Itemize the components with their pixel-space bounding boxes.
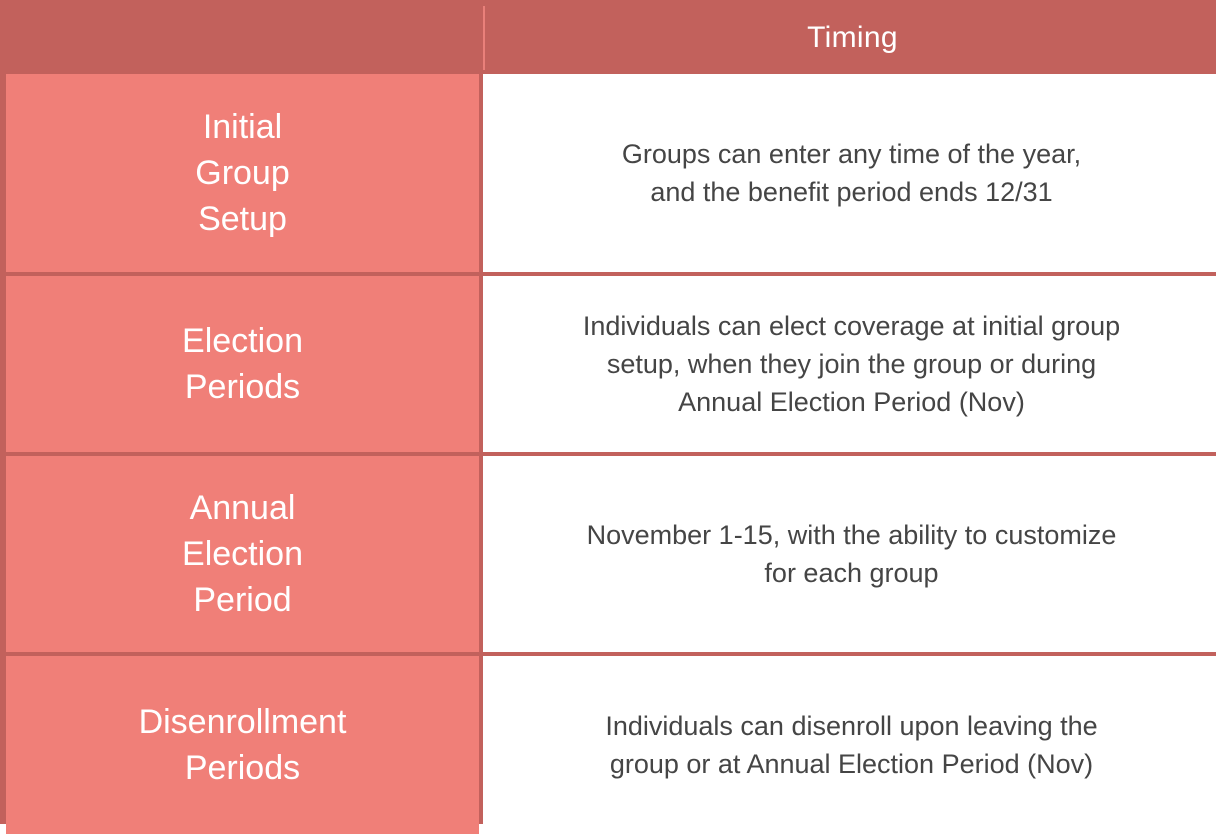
- row-label-text: Disenrollment Periods: [138, 703, 347, 787]
- row-value-text: November 1-15, with the ability to customize for each group: [586, 520, 1117, 588]
- row-value-text: Groups can enter any time of the year, and the benefit period ends 12/31: [621, 139, 1082, 207]
- row-value-text: Individuals can elect coverage at initial group setup, when they join the group or during Annual Election Period (Nov): [582, 311, 1121, 417]
- row-value-disenrollment-periods: [483, 656, 1216, 834]
- row-label-text: Initial Group Setup: [195, 108, 290, 238]
- row-label-text: Election Periods: [182, 322, 303, 406]
- header-timing-cell: [483, 6, 1216, 70]
- row-label-text: Annual Election Period: [182, 489, 303, 619]
- row-label-annual-election-period: [6, 456, 479, 652]
- row-value-initial-group-setup: [483, 74, 1216, 272]
- row-label-initial-group-setup: [6, 74, 479, 272]
- row-value-election-periods: [483, 276, 1216, 452]
- row-label-election-periods: [6, 276, 479, 452]
- timing-table-grid: [6, 6, 1216, 824]
- row-label-disenrollment-periods: [6, 656, 479, 834]
- row-value-text: Individuals can disenroll upon leaving the group or at Annual Election Period (Nov): [605, 711, 1098, 779]
- header-empty-cell: [6, 6, 479, 70]
- header-timing-label: Timing: [807, 21, 898, 54]
- row-value-annual-election-period: [483, 456, 1216, 652]
